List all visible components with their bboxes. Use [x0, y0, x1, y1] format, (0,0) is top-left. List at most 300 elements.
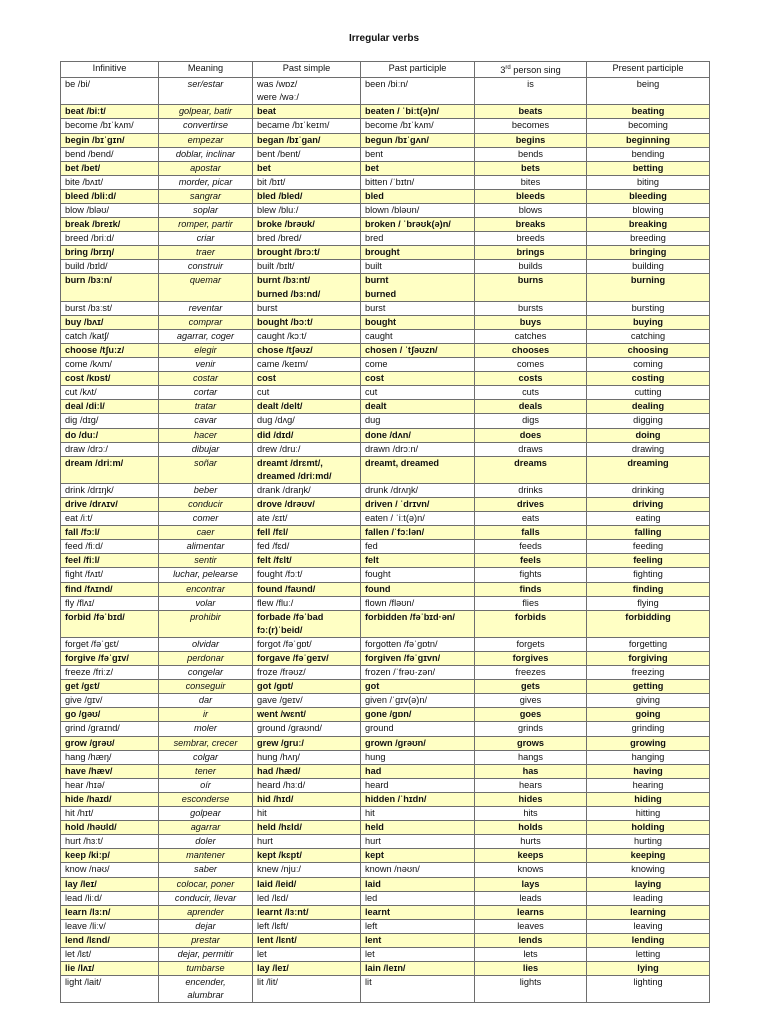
cell-infinitive: burst /bɜːst/ [61, 301, 159, 315]
cell-past-simple: bled /bled/ [253, 189, 361, 203]
cell-present-participle: coming [587, 358, 710, 372]
table-row [61, 919, 710, 933]
cell-meaning: doler [159, 835, 253, 849]
cell-past-participle: lain /leɪn/ [361, 962, 475, 976]
cell-present-participle: breaking [587, 218, 710, 232]
cell-present-participle: building [587, 260, 710, 274]
cell-present-participle: choosing [587, 343, 710, 357]
cell-meaning: venir [159, 358, 253, 372]
cell-past-participle: broken / ˈbrəʊk(ə)n/ [361, 218, 475, 232]
cell-past-simple: drew /druː/ [253, 442, 361, 456]
cell-past-participle: heard [361, 778, 475, 792]
cell-past-participle: been /biːn/ [361, 78, 475, 105]
cell-third-person: freezes [475, 666, 587, 680]
table-row [61, 891, 710, 905]
irregular-verbs-table [60, 61, 710, 1003]
cell-past-participle: bitten /ˈbɪtn/ [361, 175, 475, 189]
cell-third-person: drives [475, 497, 587, 511]
cell-past-participle: fed [361, 540, 475, 554]
cell-infinitive: become /bɪˈkʌm/ [61, 119, 159, 133]
cell-past-simple: cut [253, 386, 361, 400]
cell-present-participle: dreaming [587, 456, 710, 483]
cell-meaning: costar [159, 372, 253, 386]
cell-past-simple: bet [253, 161, 361, 175]
cell-infinitive: bet /bet/ [61, 161, 159, 175]
cell-third-person: breaks [475, 218, 587, 232]
cell-past-participle: become /bɪˈkʌm/ [361, 119, 475, 133]
cell-meaning: doblar, inclinar [159, 147, 253, 161]
cell-infinitive: let /lɛt/ [61, 947, 159, 961]
cell-third-person: hits [475, 807, 587, 821]
cell-past-participle: beaten / ˈbiːt(ə)n/ [361, 105, 475, 119]
cell-third-person: draws [475, 442, 587, 456]
table-row [61, 863, 710, 877]
cell-third-person: forgives [475, 652, 587, 666]
cell-third-person: hides [475, 792, 587, 806]
cell-past-participle: drawn /drɔːn/ [361, 442, 475, 456]
cell-past-participle: fought [361, 568, 475, 582]
table-row [61, 905, 710, 919]
table-row [61, 821, 710, 835]
cell-past-participle: bent [361, 147, 475, 161]
table-row [61, 428, 710, 442]
cell-third-person: buys [475, 315, 587, 329]
cell-past-participle: burst [361, 301, 475, 315]
cell-meaning: sembrar, crecer [159, 736, 253, 750]
cell-infinitive: hurt /hɜːt/ [61, 835, 159, 849]
cell-present-participle: beginning [587, 133, 710, 147]
cell-meaning: oír [159, 778, 253, 792]
cell-present-participle: bleeding [587, 189, 710, 203]
table-row [61, 329, 710, 343]
cell-present-participle: biting [587, 175, 710, 189]
cell-meaning: soñar [159, 456, 253, 483]
cell-meaning: traer [159, 246, 253, 260]
cell-third-person: fights [475, 568, 587, 582]
cell-meaning: apostar [159, 161, 253, 175]
cell-meaning: colgar [159, 750, 253, 764]
cell-past-simple: had /hæd/ [253, 764, 361, 778]
cell-present-participle: falling [587, 526, 710, 540]
cell-present-participle: fighting [587, 568, 710, 582]
cell-infinitive: lend /lɛnd/ [61, 933, 159, 947]
table-row [61, 736, 710, 750]
cell-present-participle: dealing [587, 400, 710, 414]
table-row [61, 442, 710, 456]
cell-past-participle: flown /fləʊn/ [361, 596, 475, 610]
cell-meaning: dar [159, 694, 253, 708]
table-row [61, 694, 710, 708]
cell-past-simple: let [253, 947, 361, 961]
cell-past-simple: knew /njuː/ [253, 863, 361, 877]
table-row [61, 778, 710, 792]
cell-past-participle: laid [361, 877, 475, 891]
cell-past-participle: found [361, 582, 475, 596]
table-row [61, 343, 710, 357]
cell-past-participle: dreamt, dreamed [361, 456, 475, 483]
cell-present-participle: leaving [587, 919, 710, 933]
cell-infinitive: deal /diːl/ [61, 400, 159, 414]
cell-present-participle: hurting [587, 835, 710, 849]
table-row [61, 582, 710, 596]
cell-infinitive: hide /haɪd/ [61, 792, 159, 806]
cell-past-participle: held [361, 821, 475, 835]
table-row [61, 933, 710, 947]
cell-meaning: comer [159, 512, 253, 526]
cell-infinitive: drink /drɪŋk/ [61, 483, 159, 497]
cell-present-participle: driving [587, 497, 710, 511]
cell-infinitive: burn /bɜːn/ [61, 274, 159, 301]
cell-meaning: convertirse [159, 119, 253, 133]
cell-past-simple: lit /lit/ [253, 976, 361, 1003]
cell-past-simple: bred /bred/ [253, 232, 361, 246]
cell-meaning: aprender [159, 905, 253, 919]
table-row [61, 147, 710, 161]
cell-third-person: lights [475, 976, 587, 1003]
cell-infinitive: fall /fɔːl/ [61, 526, 159, 540]
cell-meaning: agarrar [159, 821, 253, 835]
cell-present-participle: digging [587, 414, 710, 428]
cell-meaning: comprar [159, 315, 253, 329]
cell-meaning: conducir, llevar [159, 891, 253, 905]
cell-present-participle: bending [587, 147, 710, 161]
cell-third-person: blows [475, 204, 587, 218]
page-title: Irregular verbs [348, 33, 420, 44]
cell-infinitive: fight /fʌɪt/ [61, 568, 159, 582]
cell-present-participle: lending [587, 933, 710, 947]
cell-past-simple: grew /ɡruː/ [253, 736, 361, 750]
cell-present-participle: lying [587, 962, 710, 976]
cell-infinitive: cost /kɒst/ [61, 372, 159, 386]
cell-meaning: soplar [159, 204, 253, 218]
cell-infinitive: know /nəʊ/ [61, 863, 159, 877]
cell-present-participle: grinding [587, 722, 710, 736]
cell-present-participle: hitting [587, 807, 710, 821]
cell-third-person: comes [475, 358, 587, 372]
cell-infinitive: fly /flʌɪ/ [61, 596, 159, 610]
cell-meaning: colocar, poner [159, 877, 253, 891]
cell-infinitive: blow /bləʊ/ [61, 204, 159, 218]
cell-present-participle: feeding [587, 540, 710, 554]
cell-meaning: romper, partir [159, 218, 253, 232]
cell-past-simple: gave /ɡeɪv/ [253, 694, 361, 708]
cell-meaning: alimentar [159, 540, 253, 554]
cell-third-person: deals [475, 400, 587, 414]
cell-present-participle: forbidding [587, 610, 710, 637]
cell-past-participle: dug [361, 414, 475, 428]
cell-third-person: grows [475, 736, 587, 750]
table-row [61, 78, 710, 105]
cell-infinitive: go /ɡəʊ/ [61, 708, 159, 722]
cell-past-simple: hit [253, 807, 361, 821]
cell-present-participle: feeling [587, 554, 710, 568]
cell-third-person: forbids [475, 610, 587, 637]
cell-past-participle: hurt [361, 835, 475, 849]
cell-past-participle: hit [361, 807, 475, 821]
table-row [61, 189, 710, 203]
cell-past-participle: hung [361, 750, 475, 764]
cell-infinitive: hang /hæŋ/ [61, 750, 159, 764]
cell-present-participle: having [587, 764, 710, 778]
cell-past-simple: broke /brəʊk/ [253, 218, 361, 232]
cell-past-simple: held /hɛld/ [253, 821, 361, 835]
cell-past-simple: chose /tʃəʊz/ [253, 343, 361, 357]
cell-past-participle: dealt [361, 400, 475, 414]
cell-meaning: ser/estar [159, 78, 253, 105]
cell-infinitive: come /kʌm/ [61, 358, 159, 372]
table-row [61, 835, 710, 849]
cell-present-participle: catching [587, 329, 710, 343]
cell-meaning: dejar, permitir [159, 947, 253, 961]
cell-present-participle: buying [587, 315, 710, 329]
cell-present-participle: becoming [587, 119, 710, 133]
cell-past-participle: got [361, 680, 475, 694]
table-row [61, 807, 710, 821]
cell-third-person: is [475, 78, 587, 105]
table-row [61, 750, 710, 764]
table-row [61, 358, 710, 372]
cell-past-simple: fed /fɛd/ [253, 540, 361, 554]
cell-meaning: tumbarse [159, 962, 253, 976]
table-row [61, 301, 710, 315]
cell-present-participle: learning [587, 905, 710, 919]
cell-infinitive: lead /liːd/ [61, 891, 159, 905]
cell-present-participle: bringing [587, 246, 710, 260]
cell-infinitive: be /bi/ [61, 78, 159, 105]
cell-infinitive: breed /briːd/ [61, 232, 159, 246]
cell-infinitive: lay /leɪ/ [61, 877, 159, 891]
cell-present-participle: growing [587, 736, 710, 750]
cell-past-simple: bit /bɪt/ [253, 175, 361, 189]
cell-meaning: dejar [159, 919, 253, 933]
cell-meaning: prestar [159, 933, 253, 947]
cell-past-participle: hidden /ˈhɪdn/ [361, 792, 475, 806]
cell-past-participle: eaten / ˈiːt(ə)n/ [361, 512, 475, 526]
cell-third-person: burns [475, 274, 587, 301]
table-row [61, 161, 710, 175]
cell-infinitive: get /ɡɛt/ [61, 680, 159, 694]
cell-past-participle: blown /bləʊn/ [361, 204, 475, 218]
cell-infinitive: feel /fiːl/ [61, 554, 159, 568]
cell-past-simple: bought /bɔːt/ [253, 315, 361, 329]
cell-third-person: gets [475, 680, 587, 694]
cell-present-participle: knowing [587, 863, 710, 877]
cell-past-participle: bred [361, 232, 475, 246]
cell-past-simple: cost [253, 372, 361, 386]
cell-third-person: drinks [475, 483, 587, 497]
cell-infinitive: dig /dɪɡ/ [61, 414, 159, 428]
table-row [61, 877, 710, 891]
cell-present-participle: forgetting [587, 637, 710, 651]
cell-third-person: digs [475, 414, 587, 428]
cell-past-simple: left /lɛft/ [253, 919, 361, 933]
cell-infinitive: forgive /fəˈɡɪv/ [61, 652, 159, 666]
cell-past-participle: drunk /drʌŋk/ [361, 483, 475, 497]
cell-past-participle: led [361, 891, 475, 905]
cell-present-participle: keeping [587, 849, 710, 863]
cell-infinitive: keep /kiːp/ [61, 849, 159, 863]
cell-third-person: hears [475, 778, 587, 792]
cell-present-participle: breeding [587, 232, 710, 246]
cell-meaning: conducir [159, 497, 253, 511]
cell-meaning: volar [159, 596, 253, 610]
cell-third-person: feeds [475, 540, 587, 554]
cell-infinitive: bring /brɪŋ/ [61, 246, 159, 260]
table-row [61, 386, 710, 400]
cell-infinitive: break /breɪk/ [61, 218, 159, 232]
cell-past-simple: beat [253, 105, 361, 119]
cell-third-person: lends [475, 933, 587, 947]
cell-present-participle: going [587, 708, 710, 722]
cell-meaning: encender, alumbrar [159, 976, 253, 1003]
cell-present-participle: hiding [587, 792, 710, 806]
cell-past-simple: drove /drəʊv/ [253, 497, 361, 511]
cell-infinitive: find /fʌɪnd/ [61, 582, 159, 596]
cell-infinitive: eat /iːt/ [61, 512, 159, 526]
table-row [61, 497, 710, 511]
cell-past-simple: ground /ɡraʊnd/ [253, 722, 361, 736]
cell-past-participle: cut [361, 386, 475, 400]
cell-meaning: saber [159, 863, 253, 877]
header-past-participle: Past participle [361, 62, 475, 78]
cell-past-simple: brought /brɔːt/ [253, 246, 361, 260]
cell-present-participle: forgiving [587, 652, 710, 666]
cell-past-participle: bought [361, 315, 475, 329]
cell-infinitive: build /bɪld/ [61, 260, 159, 274]
cell-third-person: learns [475, 905, 587, 919]
table-row [61, 105, 710, 119]
cell-present-participle: finding [587, 582, 710, 596]
cell-third-person: lays [475, 877, 587, 891]
cell-past-participle: forbidden /fəˈbɪd·ən/ [361, 610, 475, 637]
cell-infinitive: bleed /bliːd/ [61, 189, 159, 203]
cell-meaning: reventar [159, 301, 253, 315]
cell-third-person: bites [475, 175, 587, 189]
table-row [61, 637, 710, 651]
cell-past-simple: froze /frəʊz/ [253, 666, 361, 680]
cell-past-participle: bled [361, 189, 475, 203]
cell-meaning: golpear [159, 807, 253, 821]
cell-infinitive: hold /həʊld/ [61, 821, 159, 835]
table-row [61, 204, 710, 218]
cell-third-person: breeds [475, 232, 587, 246]
cell-meaning: tener [159, 764, 253, 778]
cell-present-participle: hearing [587, 778, 710, 792]
cell-past-simple: hung /hʌŋ/ [253, 750, 361, 764]
cell-past-simple: learnt /lɜːnt/ [253, 905, 361, 919]
cell-third-person: costs [475, 372, 587, 386]
cell-meaning: construir [159, 260, 253, 274]
cell-infinitive: catch /katʃ/ [61, 329, 159, 343]
table-row [61, 652, 710, 666]
table-row [61, 175, 710, 189]
cell-meaning: sangrar [159, 189, 253, 203]
cell-past-participle: lit [361, 976, 475, 1003]
cell-meaning: quemar [159, 274, 253, 301]
table-row [61, 246, 710, 260]
cell-meaning: olvidar [159, 637, 253, 651]
cell-third-person: catches [475, 329, 587, 343]
cell-past-simple: lay /leɪ/ [253, 962, 361, 976]
cell-meaning: golpear, batir [159, 105, 253, 119]
cell-past-participle: come [361, 358, 475, 372]
cell-past-simple: fought /fɔːt/ [253, 568, 361, 582]
cell-present-participle: leading [587, 891, 710, 905]
cell-past-participle: given /ˈɡɪv(ə)n/ [361, 694, 475, 708]
cell-third-person: begins [475, 133, 587, 147]
cell-meaning: mantener [159, 849, 253, 863]
cell-present-participle: holding [587, 821, 710, 835]
cell-meaning: sentir [159, 554, 253, 568]
verb-rows [61, 78, 710, 1003]
table-row [61, 119, 710, 133]
cell-third-person: knows [475, 863, 587, 877]
table-row [61, 483, 710, 497]
table-row [61, 708, 710, 722]
cell-past-participle: cost [361, 372, 475, 386]
table-row [61, 680, 710, 694]
cell-past-participle: learnt [361, 905, 475, 919]
cell-infinitive: dream /driːm/ [61, 456, 159, 483]
table-row [61, 610, 710, 637]
table-row [61, 400, 710, 414]
cell-past-participle: begun /bɪˈɡʌn/ [361, 133, 475, 147]
cell-meaning: congelar [159, 666, 253, 680]
cell-third-person: has [475, 764, 587, 778]
cell-third-person: hangs [475, 750, 587, 764]
cell-past-simple: did /dɪd/ [253, 428, 361, 442]
cell-present-participle: being [587, 78, 710, 105]
table-row [61, 666, 710, 680]
cell-infinitive: beat /biːt/ [61, 105, 159, 119]
table-row [61, 976, 710, 1003]
cell-past-participle: chosen / ˈtʃəʊzn/ [361, 343, 475, 357]
cell-third-person: finds [475, 582, 587, 596]
cell-past-simple: lent /lɛnt/ [253, 933, 361, 947]
cell-present-participle: giving [587, 694, 710, 708]
cell-present-participle: eating [587, 512, 710, 526]
cell-third-person: chooses [475, 343, 587, 357]
cell-past-participle: bet [361, 161, 475, 175]
cell-infinitive: grow /ɡrəʊ/ [61, 736, 159, 750]
cell-infinitive: light /lait/ [61, 976, 159, 1003]
cell-third-person: gives [475, 694, 587, 708]
cell-third-person: leaves [475, 919, 587, 933]
cell-past-simple: led /lɛd/ [253, 891, 361, 905]
cell-past-simple: bent /bent/ [253, 147, 361, 161]
cell-present-participle: costing [587, 372, 710, 386]
cell-infinitive: cut /kʌt/ [61, 386, 159, 400]
cell-meaning: tratar [159, 400, 253, 414]
table-row [61, 218, 710, 232]
cell-past-simple: dealt /delt/ [253, 400, 361, 414]
cell-infinitive: begin /bɪˈɡɪn/ [61, 133, 159, 147]
table-row [61, 554, 710, 568]
cell-past-simple: felt /fɛlt/ [253, 554, 361, 568]
cell-past-simple: hurt [253, 835, 361, 849]
cell-meaning: prohibir [159, 610, 253, 637]
table-row [61, 133, 710, 147]
cell-past-simple: drank /draŋk/ [253, 483, 361, 497]
cell-past-participle: fallen /ˈfɔːlən/ [361, 526, 475, 540]
cell-third-person: does [475, 428, 587, 442]
cell-past-simple: ate /ɛɪt/ [253, 512, 361, 526]
cell-present-participle: drinking [587, 483, 710, 497]
cell-meaning: conseguir [159, 680, 253, 694]
cell-present-participle: burning [587, 274, 710, 301]
cell-infinitive: hit /hɪt/ [61, 807, 159, 821]
cell-present-participle: beating [587, 105, 710, 119]
